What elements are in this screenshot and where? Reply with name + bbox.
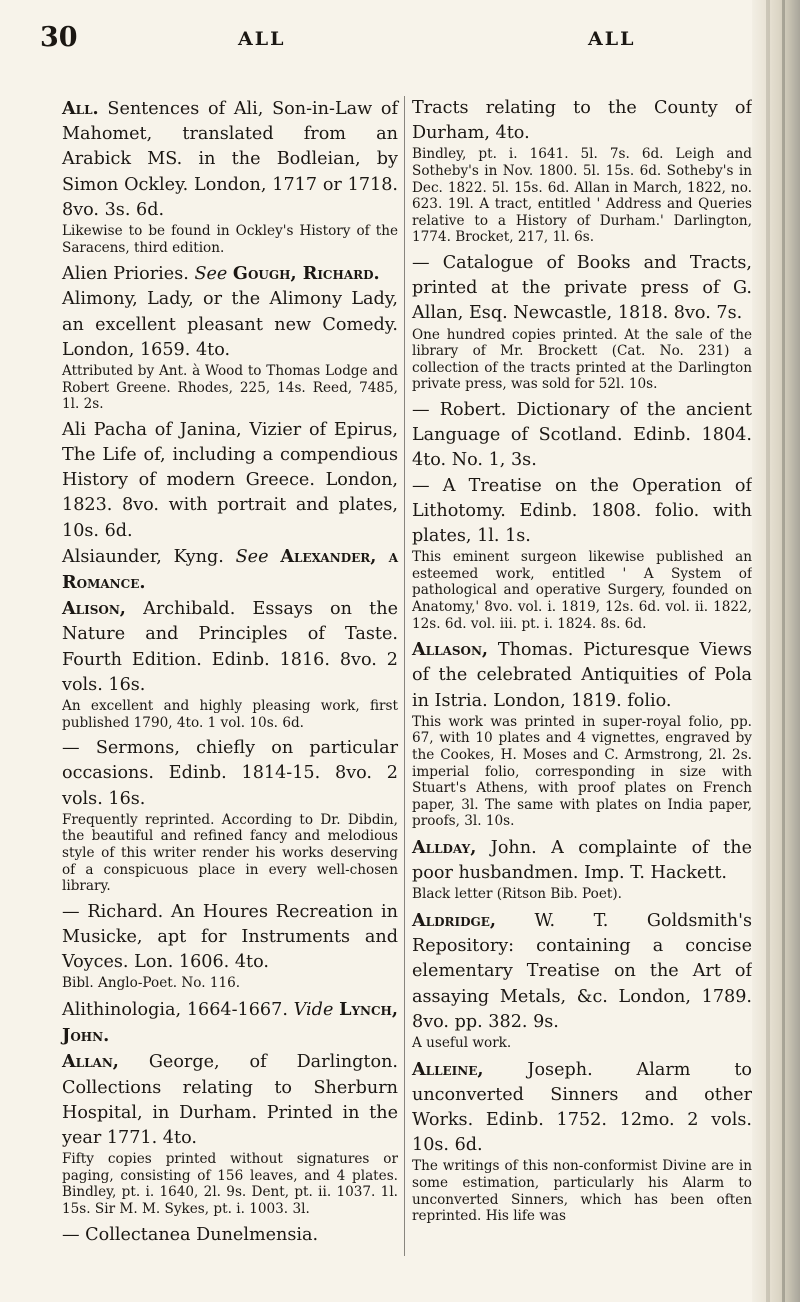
entry-headword: Alleine, xyxy=(412,1058,484,1080)
entry-text xyxy=(62,736,398,812)
bibliography-entry xyxy=(62,287,398,412)
entry-note: Attributed by Ant. à Wood to Thomas Lodge and Robert Greene. Rhodes, 225, 14s. Reed, 7485, 1l. 2s. xyxy=(62,363,398,413)
entry-note: Bibl. Anglo-Poet. No. 116. xyxy=(62,975,241,992)
entry-body: — Richard. An Houres Recreation in Musicke, apt for Instruments and Voyces. Lon. 1606. 4to. xyxy=(62,901,398,973)
bibliography-entry xyxy=(412,96,752,246)
bibliography-entry xyxy=(62,96,398,256)
entry-note: The writings of this non-conformist Divine are in some estimation, particularly his Alarm to unconverted Sinners, which has been often reprinted. His life was xyxy=(412,1158,752,1225)
bibliography-entry xyxy=(62,418,398,544)
entry-body: W. T. Goldsmith's Repository: containing a concise elementary Treatise on the Art of assaying Metals, &c. London, 1789. 8vo. pp. 382. 9s. xyxy=(412,910,752,1032)
entry-body: — Sermons, chiefly on particular occasions. Edinb. 1814-15. 8vo. 2 vols. 16s. xyxy=(62,738,398,809)
page-header xyxy=(32,16,754,56)
entry-text xyxy=(62,997,398,1049)
bibliography-entry xyxy=(62,1049,398,1217)
entry-text xyxy=(62,418,398,544)
entry-body: Alien Priories. xyxy=(62,264,189,285)
entry-text xyxy=(412,96,752,146)
entry-note: One hundred copies printed. At the sale of the library of Mr. Brockett (Cat. No. 231) a collection of the tracts printed at the Darlington private press, was sold for 52l. 10s. xyxy=(412,326,752,393)
entry-headword: Aldridge, xyxy=(412,909,497,931)
bibliography-entry xyxy=(62,1223,398,1248)
entry-text xyxy=(62,1049,398,1151)
entry-text xyxy=(62,287,398,363)
entry-headword: All. xyxy=(62,98,99,119)
running-head-right: ALL xyxy=(588,28,636,50)
entry-note: Fifty copies printed without signatures or paging, consisting of 156 leaves, and 4 plates. Bindley, pt. i. 1640, 2l. 9s. Dent, pt. ii. 1037. 1l. 15s. Sir M. M. Sykes, pt. i. 1003. 3l. xyxy=(62,1151,398,1217)
entry-body: Alsiaunder, Kyng. xyxy=(62,546,224,567)
entry-note: A useful work. xyxy=(412,1034,512,1051)
bibliography-entry xyxy=(62,544,398,596)
bibliography-entry xyxy=(62,261,398,287)
cross-reference-marker: See xyxy=(235,546,269,567)
entry-body: Ali Pacha of Janina, Vizier of Epirus, The Life of, including a compendious History of modern Greece. London, 1823. 8vo. with portrait and plates, 10s. 6d. xyxy=(62,419,398,541)
entry-body: Tracts relating to the County of Durham, 4to. xyxy=(412,98,752,144)
entry-body: — Collectanea Dunelmensia. xyxy=(62,1224,319,1245)
entry-body: George, of Darlington. Collections relating to Sherburn Hospital, in Durham. Printed in the year 1771. 4to. xyxy=(62,1052,399,1149)
page-number: 30 xyxy=(40,22,78,53)
entry-body: John. A complainte of the poor husbandmen. Imp. T. Hackett. xyxy=(412,837,752,884)
bibliography-entry xyxy=(62,596,398,731)
entry-text xyxy=(62,1223,398,1248)
entry-body: Archibald. Essays on the Nature and Principles of Taste. Fourth Edition. Edinb. 1816. 8vo. 2 vols. 16s. xyxy=(62,599,398,695)
entry-body: Sentences of Ali, Son-in-Law of Mahomet, translated from an Arabick MS. in the Bodleian, by Simon Ockley. London, 1717 or 1718. 8vo. 3s. 6d. xyxy=(62,99,399,220)
entry-body: — A Treatise on the Operation of Lithotomy. Edinb. 1808. folio. with plates, 1l. 1s. xyxy=(412,475,752,546)
bibliography-entry xyxy=(412,251,752,393)
entry-text xyxy=(412,398,752,474)
column-divider xyxy=(404,96,405,1256)
bibliography-entry xyxy=(62,900,398,992)
entry-text xyxy=(412,474,752,550)
entry-note: Frequently reprinted. According to Dr. Dibdin, the beautiful and refined fancy and melodious style of this writer render his works deserving of a conspicuous place in every well-chosen library. xyxy=(62,811,398,895)
cross-reference: Lynch, John. xyxy=(62,999,399,1047)
entry-body: — Robert. Dictionary of the ancient Language of Scotland. Edinb. 1804. 4to. No. 1, 3s. xyxy=(412,399,752,471)
entry-headword: Allday, xyxy=(412,836,477,858)
cross-reference: Alexander, a Romance. xyxy=(62,545,398,594)
entry-body: Alimony, Lady, or the Alimony Lady, an excellent pleasant new Comedy. London, 1659. 4to. xyxy=(62,289,398,360)
entry-body: Thomas. Picturesque Views of the celebrated Antiquities of Pola in Istria. London, 1819. folio. xyxy=(412,640,752,711)
entry-body: — Catalogue of Books and Tracts, printed at the private press of G. Allan, Esq. Newcastle, 1818. 8vo. 7s. xyxy=(412,252,752,324)
entry-note: This eminent surgeon likewise published an esteemed work, entitled ' A System of pathological and operative Surgery, founded on Anatomy,' 8vo. vol. i. 1819, 12s. 6d. vol. ii. 1822, 12s. 6d. vol. iii. pt. i. 1824. 8s. 6d. xyxy=(412,549,752,632)
bibliography-entry xyxy=(412,474,752,633)
cross-reference-marker: Vide xyxy=(293,1000,334,1020)
bibliography-entry xyxy=(412,1057,752,1225)
bibliography-entry xyxy=(62,736,398,895)
entry-text xyxy=(412,1057,752,1159)
entry-note: This work was printed in super-royal folio, pp. 67, with 10 plates and 4 vignettes, engraved by the Cookes, H. Moses and C. Armstrong, 2l. 2s. imperial folio, corresponding in size with Stuart's Athens, with proof plates on French paper, 3l. The same with plates on India paper, proofs, 3l. 10s. xyxy=(412,713,752,830)
entry-text xyxy=(412,251,752,327)
entry-text xyxy=(62,900,398,976)
entry-text xyxy=(62,544,398,596)
entry-text xyxy=(62,261,398,287)
right-column xyxy=(412,96,752,1230)
entry-text xyxy=(412,835,752,886)
entry-body: Alithinologia, 1664-1667. xyxy=(62,1000,288,1020)
entry-headword: Allan, xyxy=(62,1051,119,1073)
page-edge xyxy=(752,0,800,1302)
cross-reference-marker: See xyxy=(194,264,228,285)
entry-text xyxy=(62,96,398,223)
cross-reference: Gough, Richard. xyxy=(232,263,380,285)
entry-note: An excellent and highly pleasing work, first published 1790, 4to. 1 vol. 10s. 6d. xyxy=(62,698,398,731)
bibliography-entry xyxy=(412,908,752,1052)
entry-body: Joseph. Alarm to unconverted Sinners and other Works. Edinb. 1752. 12mo. 2 vols. 10s. 6d. xyxy=(412,1059,752,1156)
entry-note: Bindley, pt. i. 1641. 5l. 7s. 6d. Leigh and Sotheby's in Nov. 1800. 5l. 15s. 6d. Sotheby's in Dec. 1822. 5l. 15s. 6d. Allan in March, 1822, no. 623. 19l. A tract, entitled ' Address and Queries relative to a History of Durham.' Darlington, 1774. Brocket, 217, 1l. 6s. xyxy=(412,146,752,246)
entry-note: Black letter (Ritson Bib. Poet). xyxy=(412,886,622,903)
bibliography-entry xyxy=(412,398,752,474)
entry-headword: Allason, xyxy=(412,639,489,661)
bibliography-entry xyxy=(412,835,752,903)
entry-note: Likewise to be found in Ockley's History of the Saracens, third edition. xyxy=(62,223,398,256)
bibliography-entry xyxy=(62,997,398,1049)
running-head-left: ALL xyxy=(238,28,286,50)
entry-headword: Alison, xyxy=(62,598,126,620)
entry-text xyxy=(62,596,398,698)
left-column xyxy=(62,96,398,1248)
bibliography-entry xyxy=(412,637,752,830)
entry-text xyxy=(412,908,752,1035)
entry-text xyxy=(412,637,752,714)
